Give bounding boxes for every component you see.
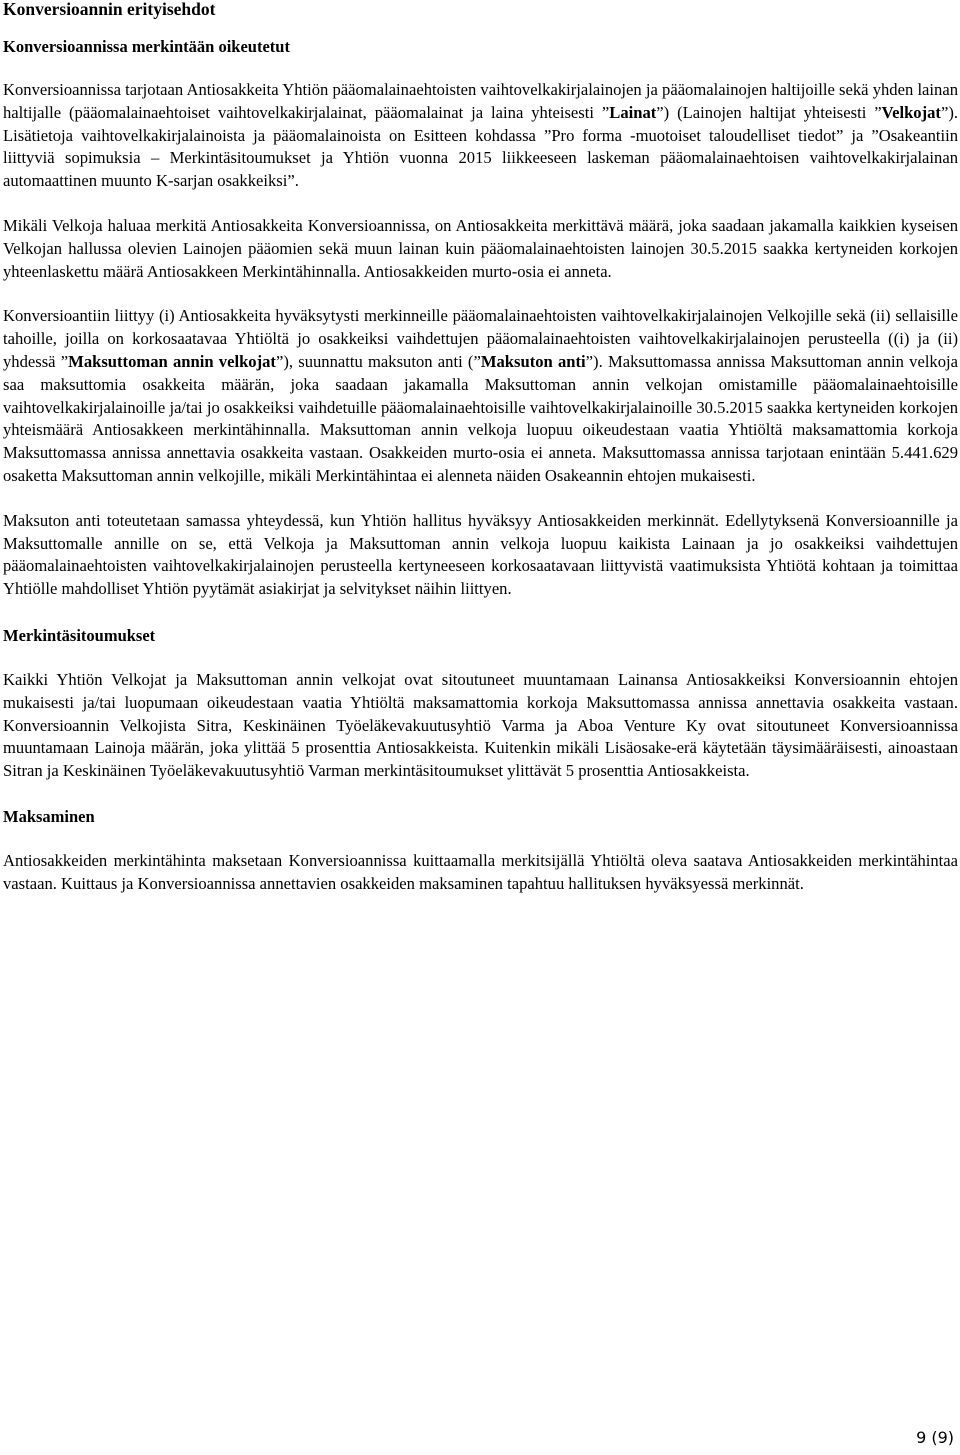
term-lainat: Lainat [609,102,657,122]
term-maksuttoman-annin-velkojat: Maksuttoman annin velkojat [68,351,276,371]
paragraph-commitments: Kaikki Yhtiön Velkojat ja Maksuttoman annin velkojat ovat sitoutuneet muuntamaan Lainansa Antiosakkeiksi Konversioannin ehtojen mukaisesti ja/tai luopumaan oikeudestaan vaatia Yhtiöltä maksamattomia korkoja Maksuttomassa annissa annettavia osakkeita vastaan. Konversioannin Velkojista Sitra, Keskinäinen Työeläkevakuutusyhtiö Varma ja Aboa Venture Ky ovat sitoutuneet Konversioannissa muuntamaan Lainoja määrän, joka ylittää 5 prosenttia Antiosakkeista. Kuitenkin mikäli Lisäosake-erä käytetään täysimääräisesti, ainoastaan Sitran ja Keskinäinen Työeläkevakuutusyhtiö Varman merkintäsitoumukset ylittävät 5 prosenttia Antiosakkeista. [3,669,958,781]
page-title: Konversioannin erityisehdot [3,0,216,19]
paragraph-subscription-amount: Mikäli Velkoja haluaa merkitä Antiosakkeita Konversioannissa, on Antiosakkeita merkittävä määrä, joka saadaan jakamalla kaikkien kyseisen Velkojan hallussa olevien Lainojen pääomien sekä muun lainan kuin pääomalainaehtoisten lainojen 30.5.2015 saakka kertyneiden korkojen yhteenlaskettu määrä Antiosakkeen Merkintähinnalla. Antiosakkeiden murto-osia ei anneta. [3,215,958,281]
section-heading-commitments: Merkintäsitoumukset [3,625,156,645]
section-heading-eligible-subscribers: Konversioannissa merkintään oikeutetut [3,37,290,56]
section-heading-payment: Maksaminen [3,806,95,826]
term-velkojat: Velkojat [881,102,941,122]
paragraph-free-issue: Konversioantiin liittyy (i) Antiosakkeita hyväksytysti merkinneille pääomalainaehtoisten vaihtovelkakirjalainojen Velkojille sekä (ii) sellaisille tahoille, joilla on korkosaatavaa Yhtiöltä jo osakkeiksi vaihdettujen pääomalainaehtoisten vaihtovelkakirjalainojen perusteella ((i) ja (ii) yhdessä ”Maksuttoman annin velkojat”), suunnattu maksuton anti (”Maksuton anti”). Maksuttomassa annissa Maksuttoman annin velkoja saa maksuttomia osakkeita määrän, joka saadaan jakamalla Maksuttoman annin velkojan omistamille pääomalainaehtoisille vaihtovelkakirjalainoille ja/tai jo osakkeiksi vaihdetuille pääomalainaehtoisille vaihtovelkakirjalainoille 30.5.2015 saakka kertyneiden korkojen yhteismäärä Antiosakkeen merkintähinnalla. Maksuttoman annin velkoja luopuu oikeudestaan vaatia Yhtiöltä maksamattomia korkoja Maksuttomassa annissa annettavia osakkeita vastaan. Osakkeiden murto-osia ei anneta. Maksuttomassa annissa tarjotaan enintään 5.441.629 osaketta Maksuttoman annin velkojille, mikäli Merkintähintaa ei alenneta näiden Osakeannin ehtojen mukaisesti. [3,306,958,485]
term-maksuton-anti: Maksuton anti [480,351,586,371]
page-number: 9 (9) [916,1428,954,1447]
document-page [3,0,958,896]
paragraph-free-issue-conditions: Maksuton anti toteutetaan samassa yhteydessä, kun Yhtiön hallitus hyväksyy Antiosakkeiden merkinnät. Edellytyksenä Konversioannille ja Maksuttomalle annille on se, että Velkoja ja Maksuttoman annin velkoja luopuu kaikista Lainaan ja jo osakkeiksi vaihdettujen pääomalainaehtoisten vaihtovelkakirjalainojen perusteella kertyneeseen korkosaatavaan liittyvistä vaatimuksista Yhtiötä kohtaan ja toimittaa Yhtiölle mahdolliset Yhtiön pyytämät asiakirjat ja selvitykset näihin liittyen. [3,510,958,599]
paragraph-conversion-offer: Konversioannissa tarjotaan Antiosakkeita Yhtiön pääomalainaehtoisten vaihtovelkakirjalainojen ja pääomalainojen haltijoille sekä yhden lainan haltijalle (pääomalainaehtoiset vaihtovelkakirjalainat, pääomalainat ja laina yhteisesti ”Lainat”) (Lainojen haltijat yhteisesti ”Velkojat”). Lisätietoja vaihtovelkakirjalainoista ja pääomalainoista on Esitteen kohdassa ”Pro forma -muotoiset taloudelliset tiedot” ja ”Osakeantiin liittyviä sopimuksia – Merkintäsitoumukset ja Yhtiön vuonna 2015 liikkeeseen laskeman pääomalainaehtoisen vaihtovelkakirjalainan automaattinen muunto K-sarjan osakkeiksi”. [3,80,958,191]
paragraph-payment: Antiosakkeiden merkintähinta maksetaan Konversioannissa kuittaamalla merkitsijällä Yhtiöltä oleva saatava Antiosakkeiden merkintähintaa vastaan. Kuittaus ja Konversioannissa annettavien osakkeiden maksaminen tapahtuu hallituksen hyväksyessä merkinnät. [3,850,958,893]
